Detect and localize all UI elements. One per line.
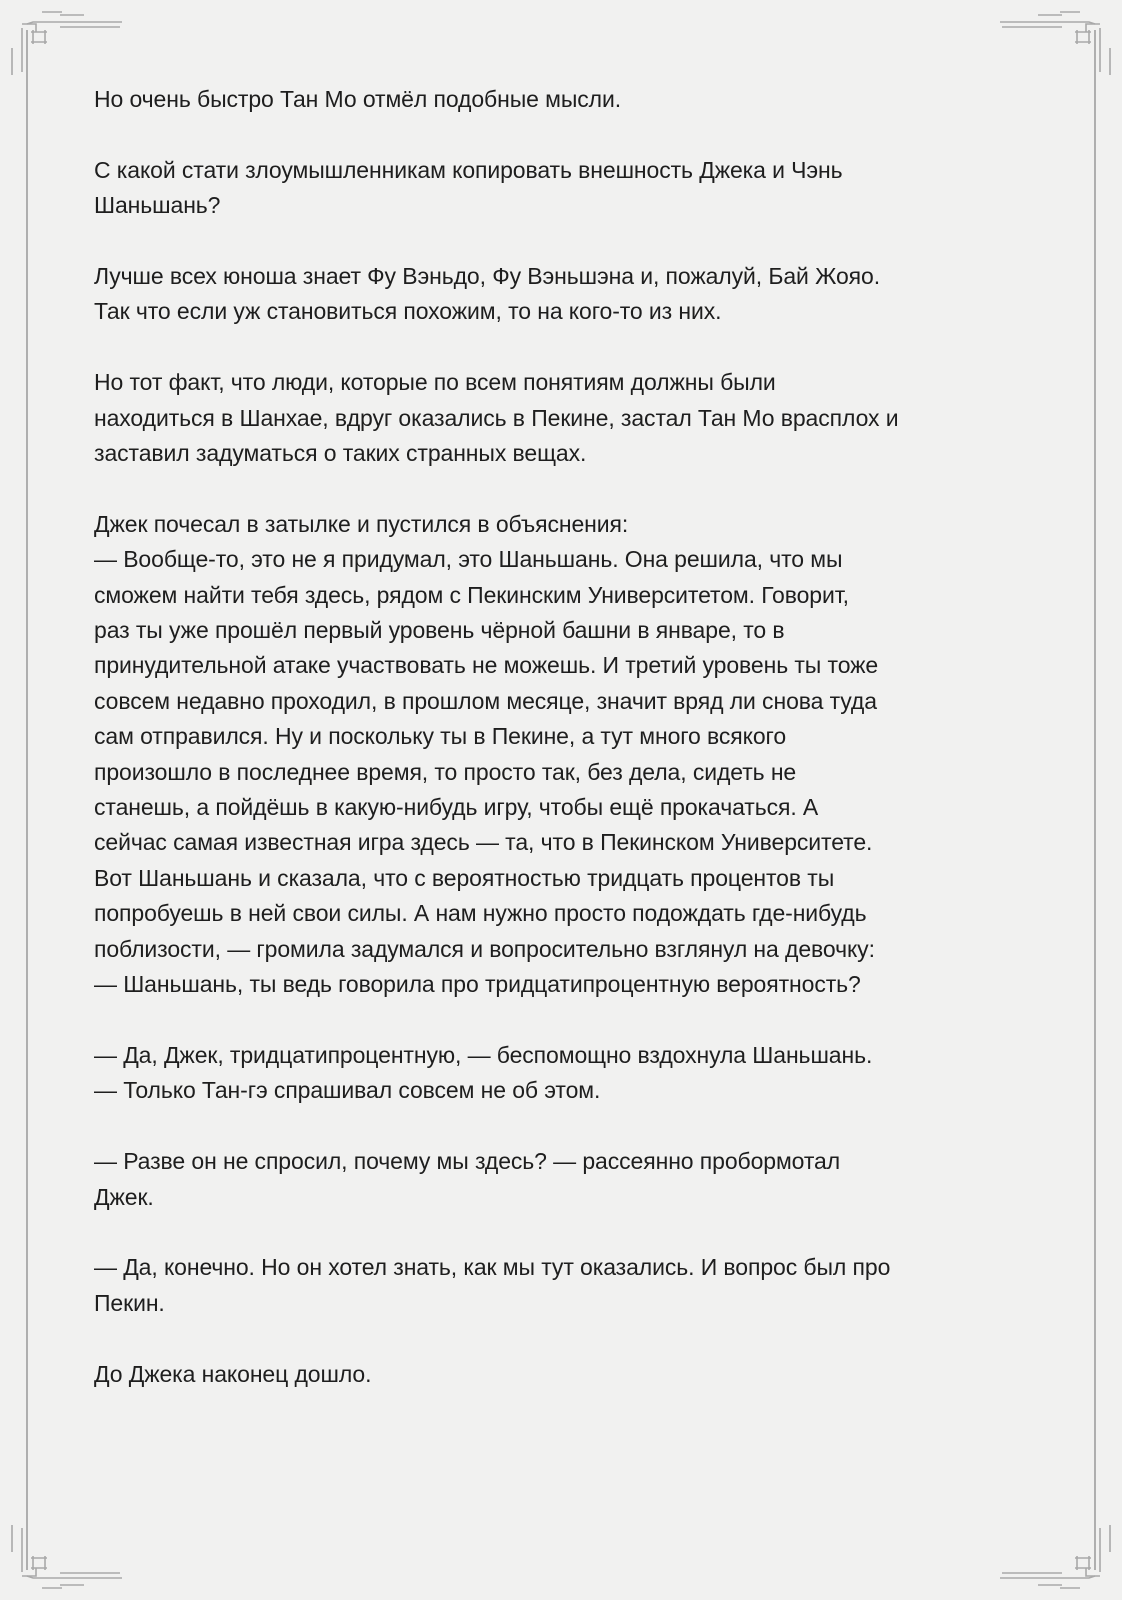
text-line: сейчас самая известная игра здесь — та, что в Пекинском Университете. [94,829,873,856]
text-line: — Только Тан-гэ спрашивал совсем не об этом. [94,1077,601,1104]
text-line: станешь, а пойдёшь в какую-нибудь игру, чтобы ещё прокачаться. А [94,794,819,821]
text-line: принудительной атаке участвовать не можешь. И третий уровень ты тоже [94,652,879,679]
text-line: Но очень быстро Тан Мо отмёл подобные мысли. [94,86,622,112]
paragraph [94,259,1054,330]
text-line: Но тот факт, что люди, которые по всем понятиям должны были [94,369,776,396]
paragraph [94,1357,1054,1392]
text-line: Вот Шаньшань и сказала, что с вероятностью тридцать процентов ты [94,864,835,891]
paragraph [94,365,1054,471]
paragraph [94,153,1054,224]
text-line: — Вообще-то, это не я придумал, это Шаньшань. Она решила, что мы [94,546,843,573]
paragraph [94,82,1054,117]
text-line: Шаньшань? [94,192,221,219]
text-line: — Шаньшань, ты ведь говорила про тридцатипроцентную вероятность? [94,971,861,998]
text-line: — Да, конечно. Но он хотел знать, как мы тут оказались. И вопрос был про [94,1254,891,1281]
text-line: заставил задуматься о таких странных вещах. [94,440,587,467]
text-line: совсем недавно проходил, в прошлом месяце, значит вряд ли снова туда [94,687,877,714]
text-line: С какой стати злоумышленникам копировать внешность Джека и Чэнь [94,156,843,183]
text-line: поблизости, — громила задумался и вопросительно взглянул на девочку: [94,935,875,962]
text-line: Лучше всех юноша знает Фу Вэньдо, Фу Вэньшэна и, пожалуй, Бай Жояо. [94,263,880,289]
paragraph [94,1038,1054,1109]
text-line: Пекин. [94,1289,165,1316]
text-line: находиться в Шанхае, вдруг оказались в Пекине, застал Тан Мо врасплох и [94,404,899,431]
paragraph [94,1144,1054,1215]
text-line: — Да, Джек, тридцатипроцентную, — беспомощно вздохнула Шаньшань. [94,1041,873,1068]
paragraph [94,1250,1054,1321]
text-line: сам отправился. Ну и поскольку ты в Пекине, а тут много всякого [94,723,787,750]
text-line: До Джека наконец дошло. [94,1360,372,1387]
text-line: Джек почесал в затылке и пустился в объяснения: [94,510,629,537]
text-line: попробуешь в ней свои силы. А нам нужно просто подождать где-нибудь [94,900,867,927]
text-line: — Разве он не спросил, почему мы здесь? — рассеянно пробормотал [94,1148,841,1175]
text-line: сможем найти тебя здесь, рядом с Пекинским Университетом. Говорит, [94,581,849,608]
text-line: раз ты уже прошёл первый уровень чёрной башни в январе, то в [94,617,785,644]
paragraph [94,507,1054,1003]
text-line: произошло в последнее время, то просто так, без дела, сидеть не [94,758,797,785]
document-body [94,82,1054,1427]
text-line: Так что если уж становиться похожим, то на кого-то из них. [94,298,722,325]
text-line: Джек. [94,1183,154,1210]
